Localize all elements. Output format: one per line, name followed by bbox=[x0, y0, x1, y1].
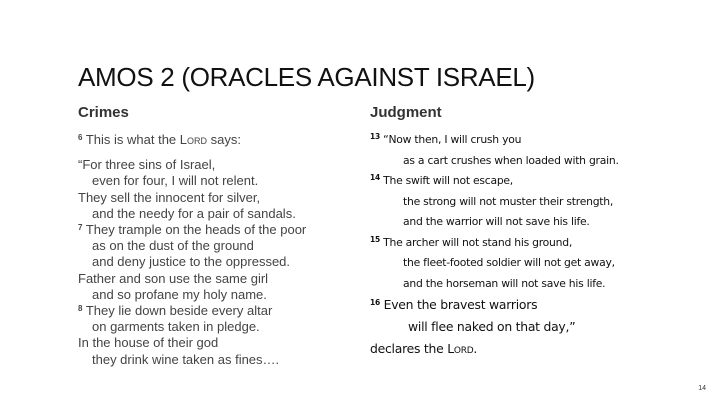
verse-line: will flee naked on that day,” bbox=[408, 319, 576, 334]
page-number: 14 bbox=[698, 385, 706, 392]
intro-text-end: says: bbox=[207, 132, 241, 147]
closing-text: declares the bbox=[370, 341, 448, 356]
lord-text: Lord bbox=[447, 341, 474, 356]
verse-line: “For three sins of Israel, bbox=[78, 157, 216, 173]
verse-number: 6 bbox=[78, 133, 83, 142]
verse-number: 16 bbox=[370, 298, 380, 307]
verse-line bbox=[78, 303, 363, 319]
verse-number: 14 bbox=[370, 173, 380, 182]
judgment-passage bbox=[370, 130, 700, 360]
verse-text: They lie down beside every altar bbox=[85, 303, 273, 319]
verse-line: as a cart crushes when loaded with grain. bbox=[403, 153, 619, 167]
verse-text: “Now then, I will crush you bbox=[383, 133, 522, 146]
verse-line bbox=[370, 294, 700, 316]
verse-line: on garments taken in pledge. bbox=[92, 319, 260, 335]
verse-number: 15 bbox=[370, 234, 380, 244]
verse-line bbox=[370, 130, 700, 151]
verse-line: and the needy for a pair of sandals. bbox=[92, 205, 296, 221]
verse-line: they drink wine taken as fines…. bbox=[92, 351, 280, 367]
crimes-heading: Crimes bbox=[78, 104, 129, 121]
closing-line bbox=[370, 338, 700, 360]
closing-text-end: . bbox=[473, 341, 478, 356]
verse-intro bbox=[78, 132, 363, 148]
verse-line: as on the dust of the ground bbox=[92, 238, 254, 254]
verse-text: Even the bravest warriors bbox=[383, 297, 538, 312]
verse-line: Father and son use the same girl bbox=[78, 270, 269, 286]
verse-line: They sell the innocent for silver, bbox=[78, 189, 261, 205]
verse-number: 13 bbox=[370, 132, 380, 141]
verse-text: They trample on the heads of the poor bbox=[85, 222, 307, 238]
slide-title: AMOS 2 (ORACLES AGAINST ISRAEL) bbox=[78, 62, 535, 92]
verse-line: and the warrior will not save his life. bbox=[403, 215, 590, 228]
lord-text: Lord bbox=[179, 132, 208, 147]
verse-line: and the horseman will not save his life. bbox=[403, 276, 606, 290]
intro-text: This is what the bbox=[85, 132, 180, 147]
verse-line: the strong will not muster their strength, bbox=[403, 194, 614, 208]
verse-text: The archer will not stand his ground, bbox=[383, 235, 573, 249]
verse-line: and so profane my holy name. bbox=[92, 286, 267, 302]
verse-text: The swift will not escape, bbox=[383, 174, 513, 187]
verse-number: 8 bbox=[78, 304, 83, 314]
crimes-passage bbox=[78, 132, 363, 368]
judgment-heading: Judgment bbox=[370, 104, 442, 121]
verse-line bbox=[370, 233, 700, 254]
verse-number: 7 bbox=[78, 223, 83, 233]
verse-line: In the house of their god bbox=[78, 335, 219, 351]
verse-line: even for four, I will not relent. bbox=[92, 173, 259, 189]
verse-line bbox=[370, 171, 700, 192]
verse-line: and deny justice to the oppressed. bbox=[92, 254, 291, 270]
verse-line: the fleet-footed soldier will not get away, bbox=[403, 256, 615, 269]
verse-line bbox=[78, 222, 363, 238]
